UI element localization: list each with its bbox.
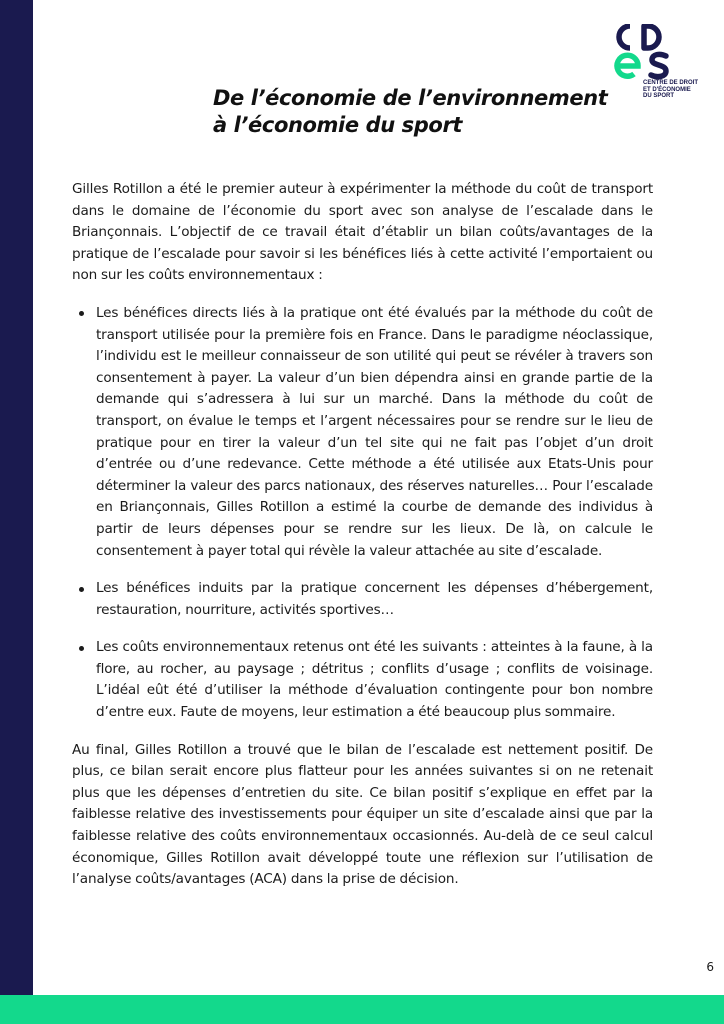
bullet-item-environmental-costs: Les coûts environnementaux retenus ont été les suivants : atteintes à la faune, à la flore, au rocher, au paysage ; détritus ; conflits d’usage ; conflits de voisinage. L’idéal eût été d’utiliser la méthode d’évaluation contingente pour bon nombre d’entre eux. Faute de moyens, leur estimation a été beaucoup plus sommaire. — [72, 637, 653, 723]
conclusion-paragraph: Au final, Gilles Rotillon a trouvé que le bilan de l’escalade est nettement positif. De plus, ce bilan serait encore plus flatteur pour les années suivantes si on ne retenait plus que les dépenses d’entretien du site. Ce bilan positif s’explique en effet par la faiblesse relative des investissements pour équiper un site d’escalade ainsi que par la faiblesse relative des coûts environnementaux occasionnés. Au-delà de ce seul calcul économique, Gilles Rotillon avait développé toute une réflexion sur l’utilisation de l’analyse coûts/avantages (ACA) dans la prise de décision. — [72, 741, 653, 888]
page-number: 6 — [706, 960, 714, 974]
bullet-item-direct-benefits: Les bénéfices directs liés à la pratique ont été évalués par la méthode du coût de transport utilisée pour la première fois en France. Dans le paradigme néoclassique, l’individu est le meilleur connaisseur de son utilité qui peut se révéler à travers son consentement à payer. La valeur d’un bien dépendra ainsi en grande partie de la demande qui s’adressera à lui sur un marché. Dans la méthode du coût de transport, on évalue le temps et l’argent nécessaires pour se rendre sur le lieu de pratique pour en tirer la valeur d’un tel site qui ne fait pas l’objet d’un droit d’entrée ou d’une redevance. Cette méthode a été utilisée aux Etats-Unis pour déterminer la valeur des parcs nationaux, des réserves naturelles… Pour l’escalade en Briançonnais, Gilles Rotillon a estimé la courbe de demande des individus à partir de leurs dépenses pour se rendre sur les lieux. De là, on calcule le consentement à payer total qui révèle la valeur attachée au site d’escalade. — [72, 303, 653, 562]
bullet-item-induced-benefits: Les bénéfices induits par la pratique concernent les dépenses d’hébergement, restauration, nourriture, activités sportives… — [72, 578, 653, 621]
bullet-list — [72, 303, 653, 724]
left-accent-bar — [0, 0, 33, 1024]
intro-paragraph: Gilles Rotillon a été le premier auteur à expérimenter la méthode du coût de transport dans le domaine de l’économie du sport avec son analyse de l’escalade dans le Briançonnais. L’objectif de ce travail était d’établir un bilan coûts/avantages de la pratique de l’escalade pour savoir si les bénéfices liés à cette activité l’emportaient ou non sur les coûts environnementaux : — [72, 181, 653, 284]
bottom-accent-bar — [0, 995, 724, 1024]
page-title — [213, 85, 653, 139]
logo-caption: CENTRE DE DROIT ET D'ÉCONOMIE DU SPORT — [643, 80, 699, 99]
title-line-2: à l’économie du sport — [213, 113, 463, 137]
title-line-1: De l’économie de l’environnement — [213, 86, 608, 110]
article-body — [72, 179, 653, 891]
